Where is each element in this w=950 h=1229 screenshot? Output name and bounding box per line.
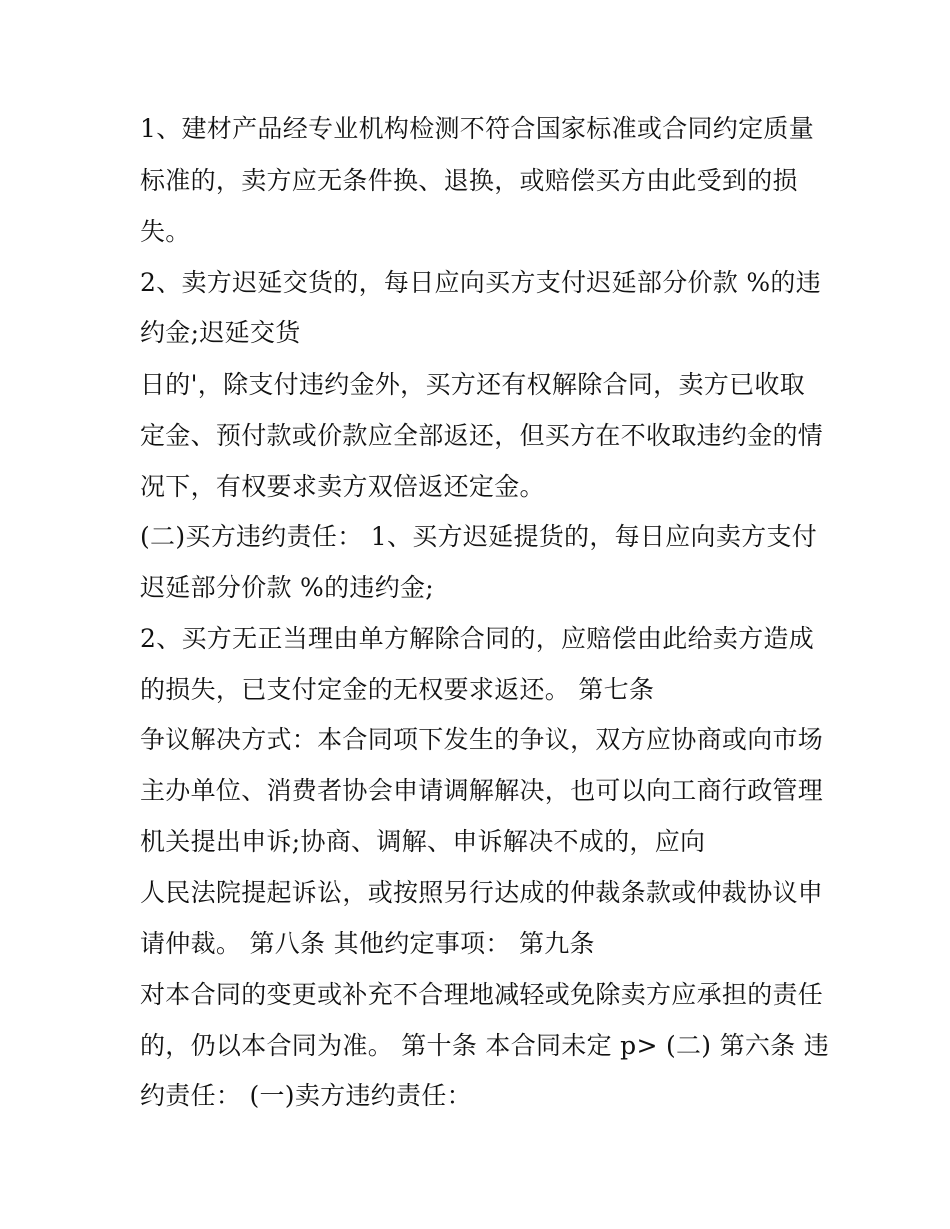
text-line-7: 定金、预付款或价款应全部返还，但买方在不收取违约金的情	[140, 421, 824, 450]
text-line-11: 2、买方无正当理由单方解除合同的，应赔偿由此给卖方造成	[140, 624, 815, 653]
text-line-4: 2、卖方迟延交货的，每日应向买方支付迟延部分价款 %的违	[140, 268, 822, 297]
text-line-16: 人民法院提起诉讼，或按照另行达成的仲裁条款或仲裁协议申	[140, 878, 824, 907]
text-line-17: 请仲裁。 第八条 其他约定事项： 第九条	[140, 929, 595, 958]
text-line-12: 的损失，已支付定金的无权要求返还。 第七条	[140, 675, 655, 704]
text-line-3: 失。	[140, 217, 191, 246]
text-line-14: 主办单位、消费者协会申请调解解决，也可以向工商行政管理	[140, 776, 824, 805]
text-line-13: 争议解决方式：本合同项下发生的争议，双方应协商或向市场	[140, 725, 824, 754]
text-line-18: 对本合同的变更或补充不合理地减轻或免除卖方应承担的责任	[140, 980, 824, 1009]
text-line-15: 机关提出申诉;协商、调解、申诉解决不成的，应向	[140, 827, 706, 856]
text-line-6: 日的'，除支付违约金外，买方还有权解除合同，卖方已收取	[140, 370, 805, 399]
text-line-5: 约金;迟延交货	[140, 318, 301, 347]
text-line-9: (二)买方违约责任： 1、买方迟延提货的，每日应向卖方支付	[140, 522, 818, 551]
text-line-1: 1、建材产品经专业机构检测不符合国家标准或合同约定质量	[140, 114, 815, 143]
text-line-20: 约责任： (一)卖方违约责任：	[140, 1081, 472, 1110]
text-line-10: 迟延部分价款 %的违约金;	[140, 573, 435, 602]
text-line-8: 况下，有权要求卖方双倍返还定金。	[140, 472, 545, 501]
text-line-2: 标准的，卖方应无条件换、退换，或赔偿买方由此受到的损	[140, 166, 798, 195]
text-line-19: 的，仍以本合同为准。 第十条 本合同未定 p> (二) 第六条 违	[140, 1031, 830, 1060]
